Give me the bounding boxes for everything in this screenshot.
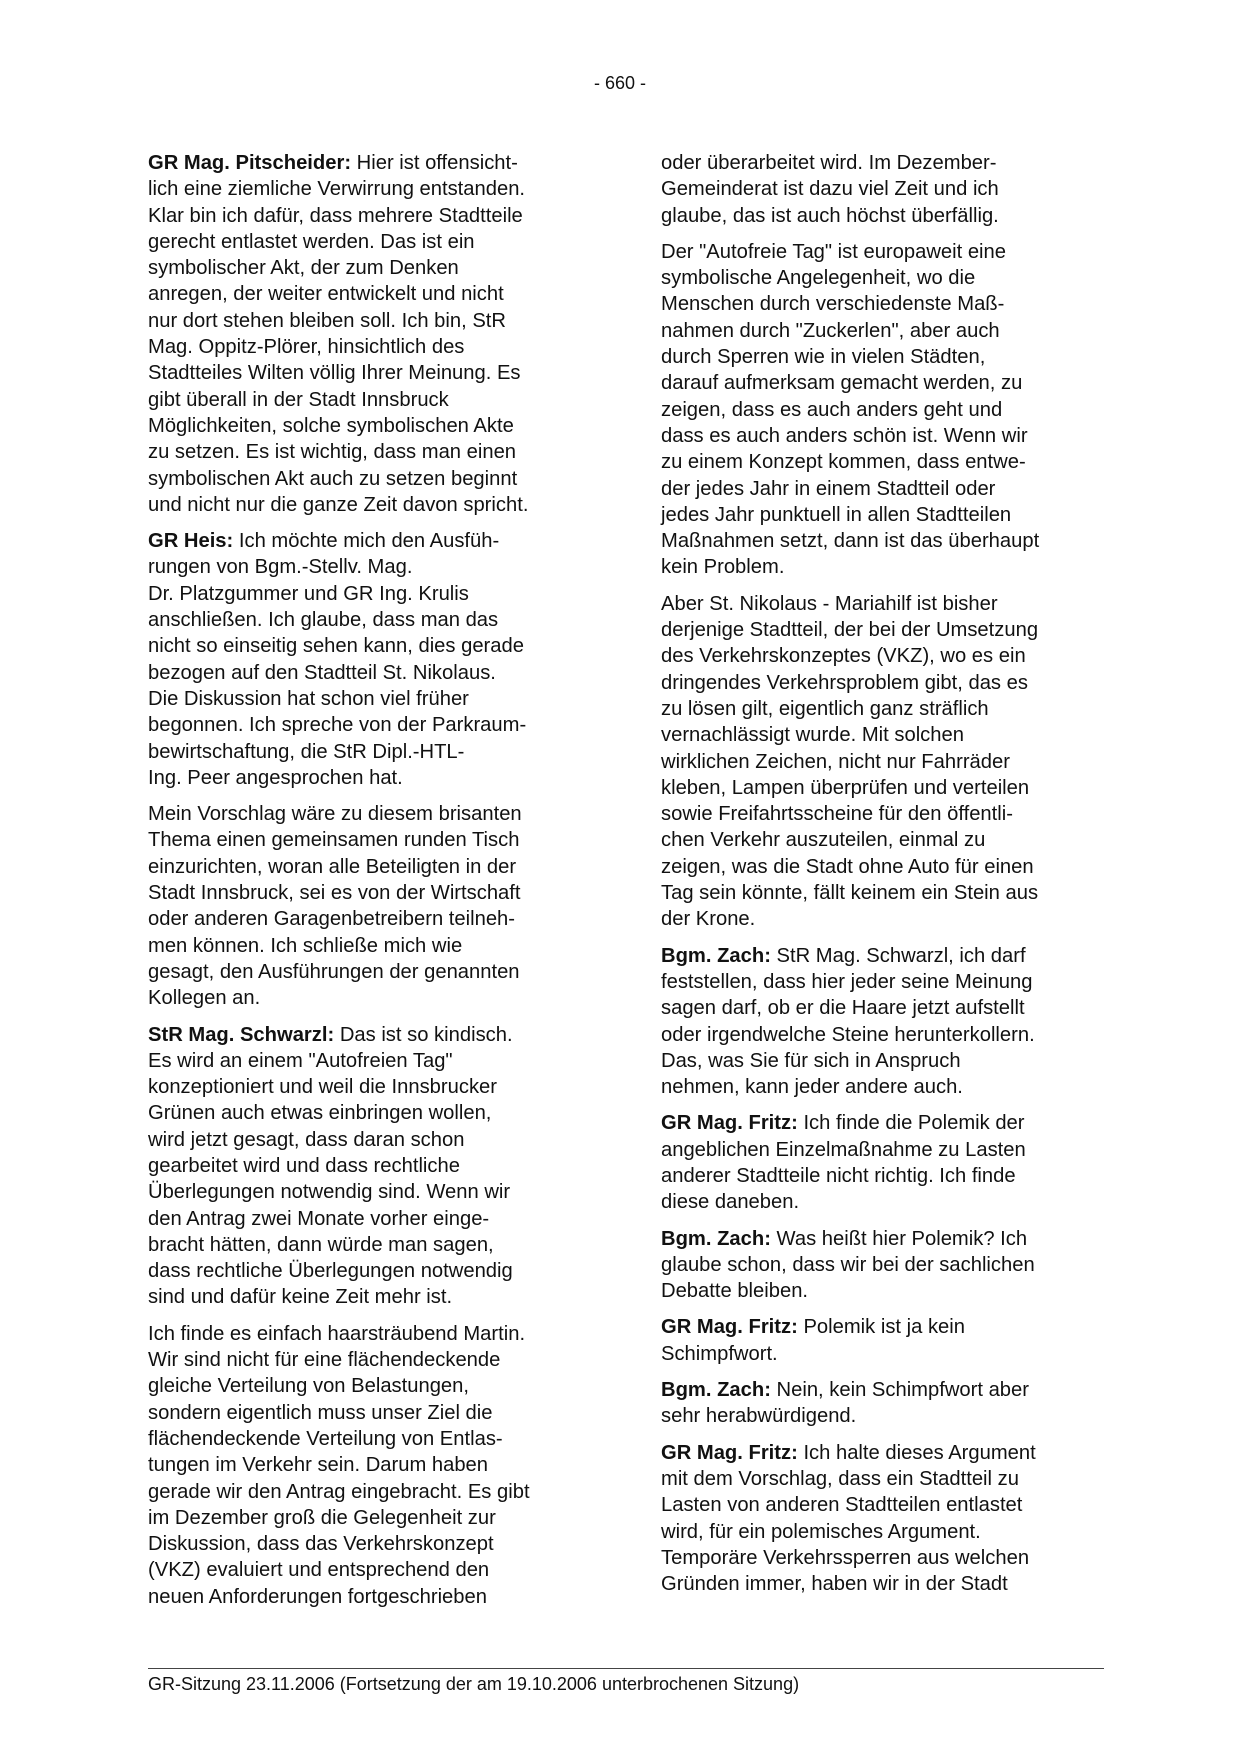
text-line: Wir sind nicht für eine flächendeckende bbox=[148, 1349, 501, 1372]
speaker-name: GR Mag. Pitscheider: bbox=[148, 152, 352, 174]
text-line: Das ist so kindisch. bbox=[339, 1023, 513, 1046]
text-line: nahmen durch "Zuckerlen", aber auch bbox=[661, 319, 1000, 342]
text-line: chen Verkehr auszuteilen, einmal zu bbox=[661, 829, 986, 852]
text-line: diese daneben. bbox=[661, 1191, 800, 1214]
text-line: symbolische Angelegenheit, wo die bbox=[661, 267, 976, 290]
text-line: Mein Vorschlag wäre zu diesem brisanten bbox=[148, 803, 522, 826]
text-line: kein Problem. bbox=[661, 556, 785, 579]
text-line: darauf aufmerksam gemacht werden, zu bbox=[661, 372, 1023, 395]
text-line: Temporäre Verkehrssperren aus welchen bbox=[661, 1546, 1030, 1569]
text-line: angeblichen Einzelmaßnahme zu Lasten bbox=[661, 1138, 1026, 1161]
paragraph bbox=[661, 591, 1109, 933]
text-line: vernachlässigt wurde. Mit solchen bbox=[661, 724, 964, 747]
paragraph bbox=[661, 943, 1109, 1101]
text-line: oder überarbeitet wird. Im Dezember- bbox=[661, 152, 997, 174]
text-line: Es wird an einem "Autofreien Tag" bbox=[148, 1049, 453, 1072]
text-line: sondern eigentlich muss unser Ziel die bbox=[148, 1401, 493, 1424]
text-line: feststellen, dass hier jeder seine Meinung bbox=[661, 970, 1033, 993]
text-line: Polemik ist ja kein bbox=[803, 1316, 965, 1339]
text-line: sagen darf, ob er die Haare jetzt aufstellt bbox=[661, 997, 1025, 1020]
text-line: begonnen. Ich spreche von der Parkraum- bbox=[148, 714, 527, 737]
paragraph bbox=[661, 1314, 1109, 1367]
text-line: Das, was Sie für sich in Anspruch bbox=[661, 1049, 961, 1072]
right-column bbox=[661, 150, 1109, 1607]
text-line: wirklichen Zeichen, nicht nur Fahrräder bbox=[661, 750, 1010, 773]
text-line: Ich finde die Polemik der bbox=[803, 1112, 1025, 1135]
text-line: gesagt, den Ausführungen der genannten bbox=[148, 960, 520, 983]
text-line: Hier ist offensicht- bbox=[356, 152, 518, 174]
text-line: derjenige Stadtteil, der bei der Umsetzung bbox=[661, 619, 1039, 642]
speaker-name: Bgm. Zach: bbox=[661, 944, 771, 967]
text-line: Tag sein könnte, fällt keinem ein Stein aus bbox=[661, 882, 1039, 905]
text-line: rungen von Bgm.-Stellv. Mag. bbox=[148, 556, 413, 579]
text-line: (VKZ) evaluiert und entsprechend den bbox=[148, 1559, 490, 1582]
speaker-name: GR Mag. Fritz: bbox=[661, 1441, 798, 1464]
text-line: Stadt Innsbruck, sei es von der Wirtschaft bbox=[148, 882, 521, 905]
text-line: anderer Stadtteile nicht richtig. Ich finde bbox=[661, 1164, 1016, 1187]
text-line: sind und dafür keine Zeit mehr ist. bbox=[148, 1286, 453, 1309]
text-line: und nicht nur die ganze Zeit davon spricht. bbox=[148, 493, 529, 516]
text-line: Was heißt hier Polemik? Ich bbox=[776, 1227, 1028, 1250]
text-line: symbolischen Akt auch zu setzen beginnt bbox=[148, 467, 518, 490]
text-line: Stadtteiles Wilten völlig Ihrer Meinung. Es bbox=[148, 362, 521, 385]
speaker-name: GR Mag. Fritz: bbox=[661, 1112, 798, 1135]
paragraph bbox=[661, 150, 1109, 229]
footer-text: GR-Sitzung 23.11.2006 (Fortsetzung der am 19.10.2006 unterbrochenen Sitzung) bbox=[148, 1674, 800, 1694]
text-line: kleben, Lampen überprüfen und verteilen bbox=[661, 776, 1030, 799]
text-line: Gründen immer, haben wir in der Stadt bbox=[661, 1573, 1008, 1596]
speaker-name: Bgm. Zach: bbox=[661, 1379, 771, 1402]
text-line: symbolischer Akt, der zum Denken bbox=[148, 257, 459, 280]
text-line: durch Sperren wie in vielen Städten, bbox=[661, 346, 986, 369]
paragraph bbox=[148, 801, 596, 1011]
text-line: glaube schon, dass wir bei der sachlichen bbox=[661, 1253, 1035, 1276]
text-line: gerade wir den Antrag eingebracht. Es gibt bbox=[148, 1480, 530, 1503]
text-line: Debatte bleiben. bbox=[661, 1280, 809, 1303]
text-line: Ich halte dieses Argument bbox=[803, 1441, 1036, 1464]
text-line: gibt überall in der Stadt Innsbruck bbox=[148, 388, 449, 411]
text-line: anschließen. Ich glaube, dass man das bbox=[148, 609, 499, 632]
text-line: Menschen durch verschiedenste Maß- bbox=[661, 293, 1005, 316]
text-line: Gemeinderat ist dazu viel Zeit und ich bbox=[661, 178, 999, 201]
text-line: bewirtschaftung, die StR Dipl.-HTL- bbox=[148, 740, 465, 763]
text-line: Mag. Oppitz-Plörer, hinsichtlich des bbox=[148, 336, 465, 359]
paragraph bbox=[148, 150, 596, 518]
speaker-name: Bgm. Zach: bbox=[661, 1227, 771, 1250]
text-line: sehr herabwürdigend. bbox=[661, 1405, 857, 1428]
page-number: - 660 - bbox=[593, 73, 647, 93]
paragraph bbox=[661, 1110, 1109, 1215]
text-line: dass es auch anders schön ist. Wenn wir bbox=[661, 424, 1028, 447]
paragraph bbox=[148, 1321, 596, 1610]
text-line: des Verkehrskonzeptes (VKZ), wo es ein bbox=[661, 645, 1026, 668]
text-line: wird, für ein polemisches Argument. bbox=[661, 1520, 981, 1543]
text-line: jedes Jahr punktuell in allen Stadtteilen bbox=[661, 503, 1012, 526]
text-line: mit dem Vorschlag, dass ein Stadtteil zu bbox=[661, 1467, 1019, 1490]
text-line: Aber St. Nikolaus - Mariahilf ist bisher bbox=[661, 592, 998, 615]
speaker-name: StR Mag. Schwarzl: bbox=[148, 1023, 335, 1046]
paragraph bbox=[661, 1226, 1109, 1305]
text-line: Überlegungen notwendig sind. Wenn wir bbox=[148, 1181, 511, 1204]
paragraph bbox=[661, 1440, 1109, 1598]
text-line: lich eine ziemliche Verwirrung entstanden. bbox=[148, 178, 526, 201]
text-line: Grünen auch etwas einbringen wollen, bbox=[148, 1102, 492, 1125]
text-line: zu setzen. Es ist wichtig, dass man einen bbox=[148, 441, 517, 464]
paragraph bbox=[148, 1022, 596, 1311]
text-line: gerecht entlastet werden. Das ist ein bbox=[148, 230, 475, 253]
text-line: bezogen auf den Stadtteil St. Nikolaus. bbox=[148, 661, 496, 684]
text-line: men können. Ich schließe mich wie bbox=[148, 934, 463, 957]
text-line: oder anderen Garagenbetreibern teilneh- bbox=[148, 908, 515, 931]
text-line: gleiche Verteilung von Belastungen, bbox=[148, 1375, 469, 1398]
text-line: Lasten von anderen Stadtteilen entlastet bbox=[661, 1494, 1023, 1517]
paragraph bbox=[661, 239, 1109, 581]
text-line: Der "Autofreie Tag" ist europaweit eine bbox=[661, 240, 1006, 263]
text-line: einzurichten, woran alle Beteiligten in der bbox=[148, 855, 517, 878]
speaker-name: GR Heis: bbox=[148, 530, 234, 553]
text-line: Dr. Platzgummer und GR Ing. Krulis bbox=[148, 582, 469, 605]
text-line: Die Diskussion hat schon viel früher bbox=[148, 687, 469, 710]
text-line: zeigen, was die Stadt ohne Auto für einen bbox=[661, 855, 1034, 878]
text-line: Ich möchte mich den Ausfüh- bbox=[238, 530, 500, 553]
text-line: Nein, kein Schimpfwort aber bbox=[776, 1379, 1029, 1402]
text-line: bracht hätten, dann würde man sagen, bbox=[148, 1233, 494, 1256]
text-line: nicht so einseitig sehen kann, dies gerade bbox=[148, 635, 524, 658]
text-line: StR Mag. Schwarzl, ich darf bbox=[776, 944, 1026, 967]
text-line: Maßnahmen setzt, dann ist das überhaupt bbox=[661, 530, 1040, 553]
text-line: nur dort stehen bleiben soll. Ich bin, StR bbox=[148, 309, 506, 332]
footer-rule bbox=[148, 1668, 1104, 1669]
text-line: Möglichkeiten, solche symbolischen Akte bbox=[148, 414, 514, 437]
text-line: der jedes Jahr in einem Stadtteil oder bbox=[661, 477, 996, 500]
text-line: dringendes Verkehrsproblem gibt, das es bbox=[661, 671, 1028, 694]
text-line: Ing. Peer angesprochen hat. bbox=[148, 766, 403, 789]
text-line: zeigen, dass es auch anders geht und bbox=[661, 398, 1003, 421]
paragraph bbox=[661, 1377, 1109, 1430]
text-line: glaube, das ist auch höchst überfällig. bbox=[661, 204, 999, 227]
text-line: Thema einen gemeinsamen runden Tisch bbox=[148, 829, 520, 852]
text-line: Schimpfwort. bbox=[661, 1342, 778, 1365]
text-line: den Antrag zwei Monate vorher einge- bbox=[148, 1207, 490, 1230]
text-line: flächendeckende Verteilung von Entlas- bbox=[148, 1427, 503, 1450]
text-line: zu lösen gilt, eigentlich ganz sträflich bbox=[661, 697, 989, 720]
text-line: der Krone. bbox=[661, 908, 756, 931]
text-line: Kollegen an. bbox=[148, 987, 261, 1010]
text-line: konzeptioniert und weil die Innsbrucker bbox=[148, 1076, 497, 1099]
text-line: nehmen, kann jeder andere auch. bbox=[661, 1076, 963, 1099]
text-line: gearbeitet wird und dass rechtliche bbox=[148, 1154, 460, 1177]
speaker-name: GR Mag. Fritz: bbox=[661, 1316, 798, 1339]
text-line: Klar bin ich dafür, dass mehrere Stadtteile bbox=[148, 204, 523, 227]
text-line: Ich finde es einfach haarsträubend Martin. bbox=[148, 1322, 526, 1345]
text-line: wird jetzt gesagt, dass daran schon bbox=[148, 1128, 465, 1151]
text-line: Diskussion, dass das Verkehrskonzept bbox=[148, 1533, 494, 1556]
text-line: dass rechtliche Überlegungen notwendig bbox=[148, 1260, 513, 1283]
paragraph bbox=[148, 528, 596, 791]
text-line: zu einem Konzept kommen, dass entwe- bbox=[661, 451, 1026, 474]
text-line: sowie Freifahrtsscheine für den öffentli- bbox=[661, 803, 1013, 826]
text-line: neuen Anforderungen fortgeschrieben bbox=[148, 1585, 487, 1608]
text-line: oder irgendwelche Steine herunterkollern. bbox=[661, 1023, 1035, 1046]
left-column bbox=[148, 150, 596, 1620]
text-line: im Dezember groß die Gelegenheit zur bbox=[148, 1506, 496, 1529]
text-line: anregen, der weiter entwickelt und nicht bbox=[148, 283, 504, 306]
text-line: tungen im Verkehr sein. Darum haben bbox=[148, 1454, 489, 1477]
